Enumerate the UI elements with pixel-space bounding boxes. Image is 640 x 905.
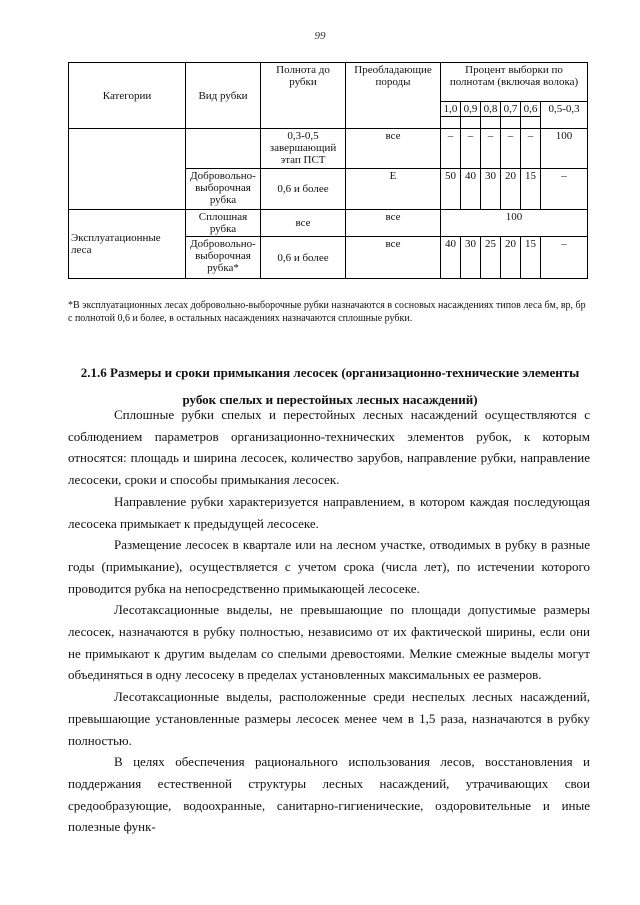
- row-stocking: 0,6 и более: [261, 169, 346, 210]
- header-selection-percent: Процент выборки по полнотам (включая волока): [441, 63, 588, 102]
- row-value: –: [521, 129, 541, 169]
- density-column: 1,0: [441, 102, 461, 117]
- paragraph: Направление рубки характеризуется направлением, в котором каждая последующая лесосека примыкает к предыдущей лесосеке.: [68, 493, 590, 531]
- row-value: 20: [501, 237, 521, 279]
- row-stocking: 0,3-0,5 завершающий этап ПСТ: [261, 129, 346, 169]
- row-category: [69, 129, 186, 210]
- header-category: Категории: [69, 63, 186, 129]
- row-value: 100: [541, 129, 588, 169]
- row-species: Е: [346, 169, 441, 210]
- row-value: –: [481, 129, 501, 169]
- density-column: 0,7: [501, 102, 521, 117]
- paragraph: Сплошные рубки спелых и перестойных лесных насаждений осуществляются с соблюдением параметров организационно-технических элементов рубок, к которым относятся: площадь и ширина лесосек, количество зарубов, направление рубки, направление лесосеки, сроки и способы примыкания лесосек.: [68, 407, 590, 488]
- header-species: Преобладающие породы: [346, 63, 441, 129]
- row-value: 15: [521, 237, 541, 279]
- density-spacer: [521, 117, 541, 129]
- paragraph: Лесотаксационные выделы, не превышающие по площади допустимые размеры лесосек, назначаются в рубку полностью, независимо от их фактической ширины, если они не примыкают к другим выделам со спелыми древостоями. Мелкие смежные выделы могут объединяться в одну лесосеку в пределах установленных максимальных ее размеров.: [68, 602, 590, 683]
- row-value: 20: [501, 169, 521, 210]
- density-column: 0,9: [461, 102, 481, 117]
- density-column: 0,5-0,3: [541, 102, 588, 129]
- paragraph: Размещение лесосек в квартале или на лесном участке, отводимых в рубку в разные годы (примыкание), осуществляется с учетом срока (числа лет), по истечении которого проводится рубка на непосредственно примыкающей лесосеке.: [68, 537, 590, 596]
- row-value: 40: [461, 169, 481, 210]
- table-row: [69, 129, 588, 169]
- table-row: [69, 210, 588, 237]
- table-footnote: *В эксплуатационных лесах добровольно-выборочные рубки назначаются в сосновых насаждениях типов леса бм, вр, бр с полнотой 0,6 и более, в остальных насаждениях назначаются сплошные рубки.: [68, 300, 586, 324]
- row-category: Эксплуатационные леса: [69, 210, 186, 279]
- paragraph: Лесотаксационные выделы, расположенные среди неспелых лесных насаждений, превышающие установленные размеры лесосек менее чем в 1,5 раза, назначаются в рубку полностью.: [68, 689, 590, 748]
- row-value: 30: [461, 237, 481, 279]
- header-cut-type: Вид рубки: [186, 63, 261, 129]
- row-value: –: [541, 169, 588, 210]
- row-stocking: все: [261, 210, 346, 237]
- row-species: все: [346, 129, 441, 169]
- row-value: –: [501, 129, 521, 169]
- row-value: 15: [521, 169, 541, 210]
- table-header-row: [69, 63, 588, 102]
- paragraph: В целях обеспечения рационального использования лесов, восстановления и поддержания естественной структуры лесных насаждений, утрачивающих свои средообразующие, водоохранные, санитарно-гигиенические, оздоровительные и иные полезные функ-: [68, 754, 590, 835]
- row-value: 30: [481, 169, 501, 210]
- density-column: 0,8: [481, 102, 501, 117]
- density-spacer: [461, 117, 481, 129]
- page-number: 99: [314, 30, 326, 42]
- row-cut-type: Добровольно-выборочная рубка: [186, 169, 261, 210]
- row-stocking: 0,6 и более: [261, 237, 346, 279]
- row-value: 50: [441, 169, 461, 210]
- row-value: –: [541, 237, 588, 279]
- row-cut-type: Сплошная рубка: [186, 210, 261, 237]
- density-column: 0,6: [521, 102, 541, 117]
- density-spacer: [441, 117, 461, 129]
- row-merged-value: 100: [441, 210, 588, 237]
- row-species: все: [346, 210, 441, 237]
- row-value: 40: [441, 237, 461, 279]
- row-cut-type: Добровольно-выборочная рубка*: [186, 237, 261, 279]
- row-value: 25: [481, 237, 501, 279]
- row-value: –: [461, 129, 481, 169]
- body-text: [68, 404, 590, 838]
- row-value: –: [441, 129, 461, 169]
- cutting-parameters-table: [68, 62, 588, 279]
- row-cut-type: [186, 129, 261, 169]
- density-spacer: [501, 117, 521, 129]
- header-stocking: Полнота до рубки: [261, 63, 346, 129]
- row-species: все: [346, 237, 441, 279]
- density-spacer: [481, 117, 501, 129]
- section-heading: 2.1.6 Размеры и сроки примыкания лесосек (организационно-технические элементы рубок спелых и перестойных лесных насаждений): [80, 365, 580, 407]
